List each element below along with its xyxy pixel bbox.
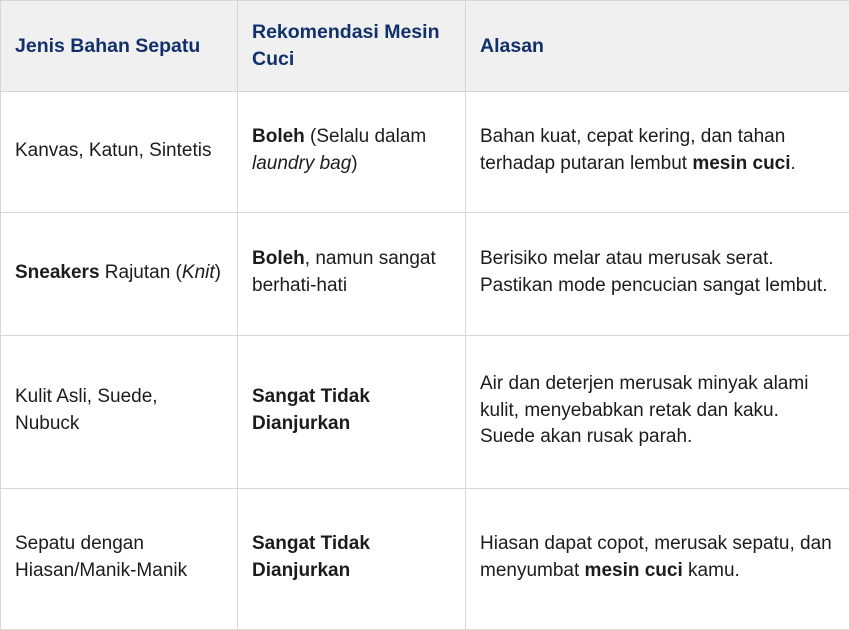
table-row: [1, 92, 849, 213]
cell-text-fragment: Kanvas, Katun, Sintetis: [15, 140, 211, 161]
cell-text-fragment: laundry bag: [252, 153, 351, 174]
cell-text-fragment: mesin cuci: [585, 560, 683, 581]
cell-text-fragment: , namun sangat berhati-hati: [252, 248, 436, 296]
table-row: [1, 213, 849, 336]
cell-text-fragment: mesin cuci: [692, 153, 790, 174]
cell-recommendation: [238, 336, 466, 489]
cell-reason: [466, 92, 849, 213]
cell-text-fragment: Berisiko melar atau merusak serat. Pastikan mode pencucian sangat lembut.: [480, 248, 828, 296]
cell-recommendation: [238, 489, 466, 630]
cell-text-fragment: Kulit Asli, Suede, Nubuck: [15, 386, 158, 434]
cell-recommendation: [238, 92, 466, 213]
cell-text-fragment: Hiasan dapat copot, merusak sepatu, dan menyumbat: [480, 533, 832, 581]
cell-text-fragment: .: [791, 153, 796, 174]
cell-text-fragment: Rajutan (: [100, 262, 182, 283]
cell-text-fragment: Sneakers: [15, 262, 100, 283]
table-row: [1, 336, 849, 489]
cell-text-fragment: ): [215, 262, 221, 283]
cell-text-fragment: Bahan kuat, cepat kering, dan tahan terhadap putaran lembut: [480, 126, 785, 174]
cell-reason: [466, 489, 849, 630]
cell-material: [1, 336, 238, 489]
cell-text-fragment: Sangat Tidak Dianjurkan: [252, 386, 370, 434]
cell-material: [1, 213, 238, 336]
table-row: [1, 489, 849, 630]
cell-recommendation: [238, 213, 466, 336]
cell-material: [1, 489, 238, 630]
cell-text-fragment: Knit: [182, 262, 215, 283]
cell-text-fragment: kamu.: [683, 560, 740, 581]
cell-text-fragment: Air dan deterjen merusak minyak alami kulit, menyebabkan retak dan kaku. Suede akan rusak parah.: [480, 373, 808, 448]
cell-reason: [466, 213, 849, 336]
table-header-row: [1, 1, 849, 92]
cell-text-fragment: Sepatu dengan Hiasan/Manik-Manik: [15, 533, 187, 581]
table-header: [1, 1, 849, 92]
cell-reason: [466, 336, 849, 489]
cell-text-fragment: Boleh: [252, 248, 305, 269]
column-header-reason: Alasan: [466, 1, 849, 92]
cell-material: [1, 92, 238, 213]
cell-text-fragment: Boleh: [252, 126, 305, 147]
column-header-recommendation: Rekomendasi Mesin Cuci: [238, 1, 466, 92]
column-header-material: Jenis Bahan Sepatu: [1, 1, 238, 92]
cell-text-fragment: (Selalu dalam: [305, 126, 426, 147]
cell-text-fragment: Sangat Tidak Dianjurkan: [252, 533, 370, 581]
cell-text-fragment: ): [351, 153, 357, 174]
table-body: [1, 92, 849, 630]
